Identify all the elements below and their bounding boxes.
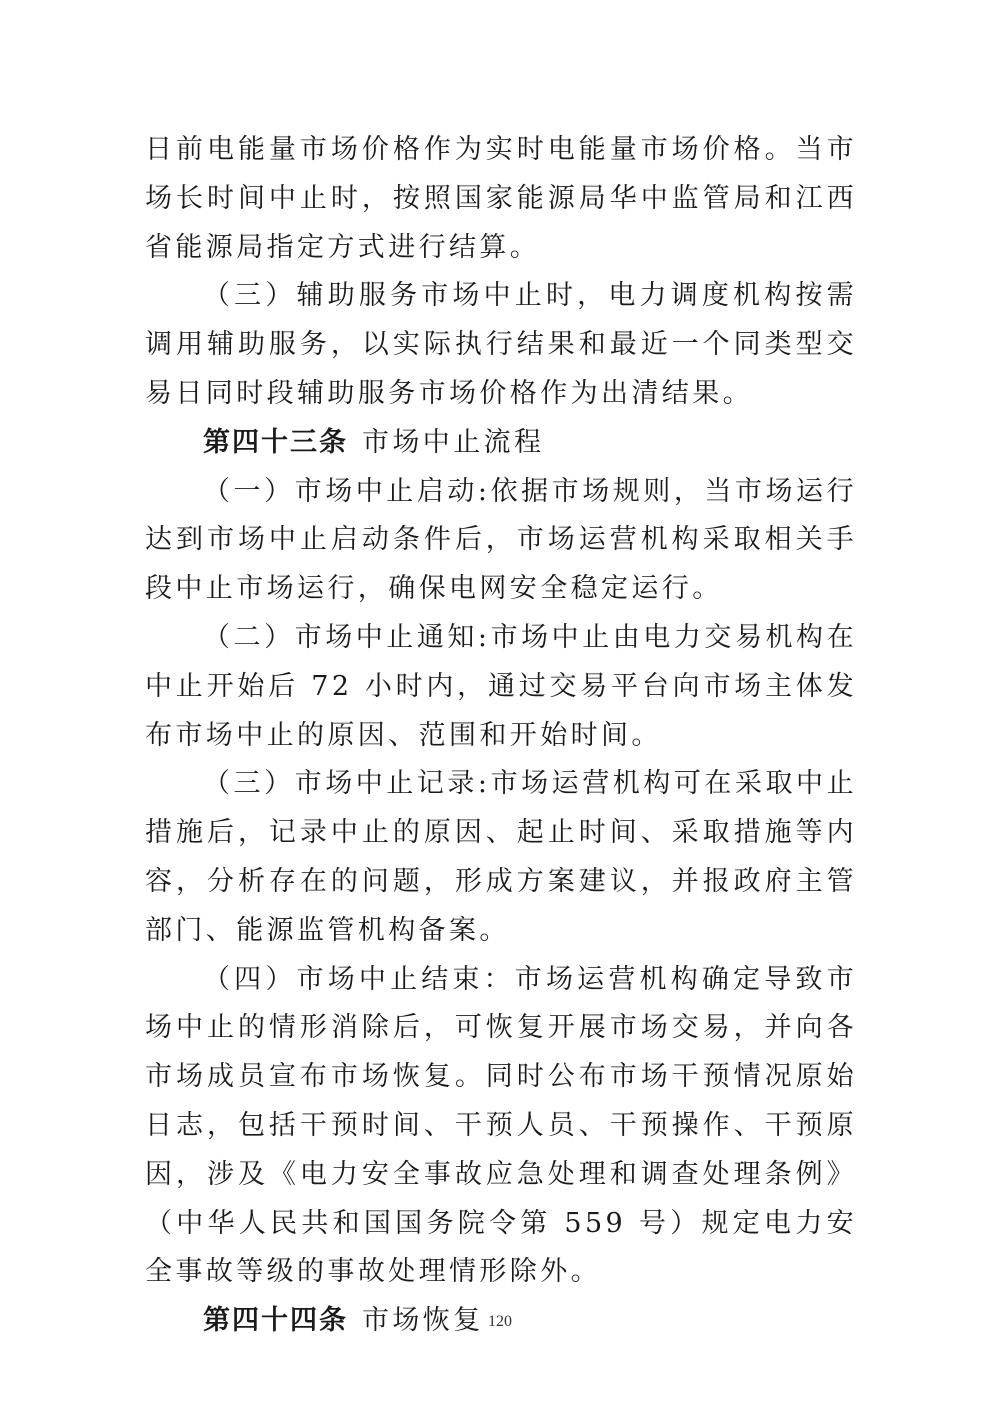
paragraph-suspension-start: （一）市场中止启动:依据市场规则，当市场运行达到市场中止启动条件后，市场运营机构采取相关手段中止市场运行，确保电网安全稳定运行。 xyxy=(145,475,857,605)
article-44-title: 市场恢复 xyxy=(362,1305,484,1337)
article-43-heading xyxy=(145,419,857,468)
page-number: 120 xyxy=(488,1313,512,1330)
paragraph-suspension-record: （三）市场中止记录:市场运营机构可在采取中止措施后，记录中止的原因、起止时间、采取措施等内容，分析存在的问题，形成方案建议，并报政府主管部门、能源监管机构备案。 xyxy=(145,768,857,946)
paragraph-settlement-continued: 日前电能量市场价格作为实时电能量市场价格。当市场长时间中止时，按照国家能源局华中监管局和江西省能源局指定方式进行结算。 xyxy=(145,134,857,263)
document-body xyxy=(145,126,857,1346)
article-44-number: 第四十四条 xyxy=(203,1305,348,1337)
article-43-number: 第四十三条 xyxy=(203,426,348,458)
paragraph-suspension-end: （四）市场中止结束：市场运营机构确定导致市场中止的情形消除后，可恢复开展市场交易，并向各市场成员宣布市场恢复。同时公布市场干预情况原始日志，包括干预时间、干预人员、干预操作、干预原因，涉及《电力安全事故应急处理和调查处理条例》（中华人民共和国国务院令第 559 号）规定电力安全事故等级的事故处理情形除外。 xyxy=(145,963,857,1288)
paragraph-ancillary-suspension: （三）辅助服务市场中止时，电力调度机构按需调用辅助服务，以实际执行结果和最近一个同类型交易日同时段辅助服务市场价格作为出清结果。 xyxy=(145,280,857,409)
paragraph-suspension-notice: （二）市场中止通知:市场中止由电力交易机构在中止开始后 72 小时内，通过交易平台向市场主体发布市场中止的原因、范围和开始时间。 xyxy=(145,621,857,751)
article-43-title: 市场中止流程 xyxy=(362,426,545,458)
